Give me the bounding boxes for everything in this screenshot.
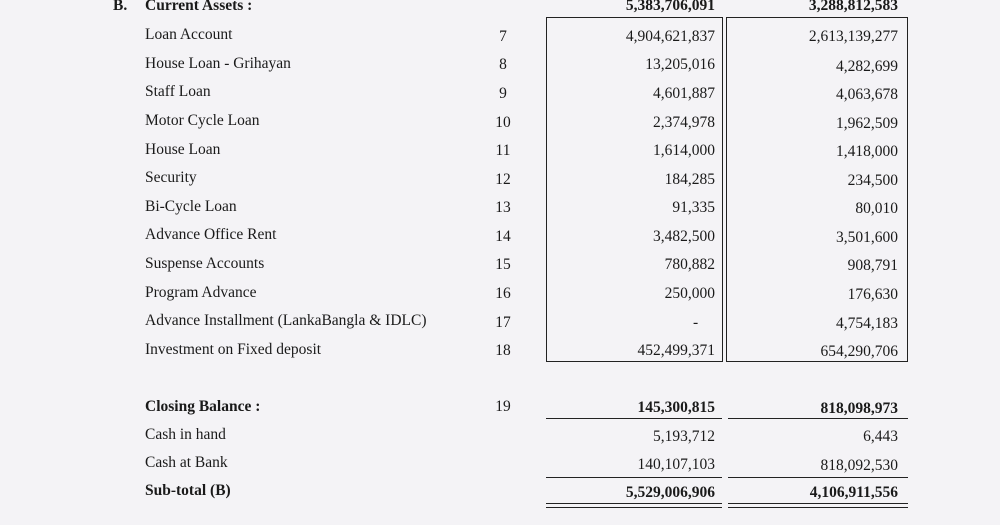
section-col2-total: 3,288,812,583 xyxy=(808,0,898,14)
item-value-1: 452,499,371 xyxy=(637,342,715,359)
item-label: Investment on Fixed deposit xyxy=(145,341,322,358)
cash-label: Cash at Bank xyxy=(145,454,228,471)
subtotal-value-2: 4,106,911,556 xyxy=(809,484,898,501)
closing-underline-1 xyxy=(546,418,722,419)
subtotal-value-1: 5,529,006,906 xyxy=(625,484,715,501)
item-value-1: 13,205,016 xyxy=(645,56,715,73)
subtotal-label: Sub-total (B) xyxy=(145,482,231,499)
item-value-2: 4,282,699 xyxy=(836,58,898,75)
item-value-2: 654,290,706 xyxy=(820,343,898,360)
item-label: House Loan - Grihayan xyxy=(145,55,291,72)
item-note: 18 xyxy=(495,342,511,359)
subtotal-double-underline-2b xyxy=(728,507,908,508)
item-value-1: 184,285 xyxy=(664,171,715,188)
item-value-1: 91,335 xyxy=(672,199,715,216)
item-value-2: 176,630 xyxy=(847,286,898,303)
item-note: 15 xyxy=(495,256,511,273)
item-note: 13 xyxy=(495,199,511,216)
cash-value-1: 5,193,712 xyxy=(653,428,715,445)
item-value-2: 3,501,600 xyxy=(836,229,898,246)
item-label: Program Advance xyxy=(145,284,257,301)
closing-balance-value-2: 818,098,973 xyxy=(820,400,898,417)
item-value-2: 2,613,139,277 xyxy=(808,28,898,45)
cash-label: Cash in hand xyxy=(145,426,226,443)
item-note: 12 xyxy=(495,171,511,188)
item-label: House Loan xyxy=(145,141,221,158)
item-value-2: 80,010 xyxy=(855,200,898,217)
item-label: Staff Loan xyxy=(145,83,211,100)
item-value-2: 4,754,183 xyxy=(836,315,898,332)
item-value-1: - xyxy=(693,314,699,331)
item-value-2: 4,063,678 xyxy=(836,86,898,103)
item-note: 10 xyxy=(495,114,511,131)
item-label: Advance Office Rent xyxy=(145,226,277,243)
item-label: Motor Cycle Loan xyxy=(145,112,260,129)
item-note: 17 xyxy=(495,314,511,331)
subtotal-double-underline-1b xyxy=(546,507,722,508)
cash-value-1: 140,107,103 xyxy=(637,456,715,473)
item-note: 9 xyxy=(499,85,507,102)
item-value-2: 1,962,509 xyxy=(836,115,898,132)
item-note: 14 xyxy=(495,228,511,245)
item-value-2: 1,418,000 xyxy=(836,143,898,160)
item-value-1: 250,000 xyxy=(664,285,715,302)
cash-value-2: 818,092,530 xyxy=(820,457,898,474)
closing-balance-value-1: 145,300,815 xyxy=(637,399,715,416)
item-note: 11 xyxy=(495,142,511,159)
section-letter: B. xyxy=(113,0,128,14)
item-value-1: 780,882 xyxy=(664,256,715,273)
item-value-2: 234,500 xyxy=(847,172,898,189)
item-note: 7 xyxy=(499,28,507,45)
item-value-1: 4,904,621,837 xyxy=(625,28,715,45)
closing-balance-label: Closing Balance : xyxy=(145,398,261,415)
subtotal-topline-1 xyxy=(546,477,722,478)
item-value-1: 4,601,887 xyxy=(653,85,715,102)
closing-underline-2 xyxy=(728,418,908,419)
item-label: Advance Installment (LankaBangla & IDLC) xyxy=(145,312,427,329)
item-label: Loan Account xyxy=(145,26,233,43)
item-value-1: 2,374,978 xyxy=(653,114,715,131)
item-value-1: 1,614,000 xyxy=(653,142,715,159)
item-note: 16 xyxy=(495,285,511,302)
item-label: Bi-Cycle Loan xyxy=(145,198,237,215)
subtotal-double-underline-2a xyxy=(728,503,908,504)
item-value-1: 3,482,500 xyxy=(653,228,715,245)
subtotal-double-underline-1a xyxy=(546,503,722,504)
closing-balance-note: 19 xyxy=(495,398,511,415)
item-label: Security xyxy=(145,169,197,186)
cash-value-2: 6,443 xyxy=(863,428,898,445)
section-title: Current Assets : xyxy=(145,0,253,14)
section-col1-total: 5,383,706,091 xyxy=(625,0,715,14)
subtotal-topline-2 xyxy=(728,477,908,478)
item-label: Suspense Accounts xyxy=(145,255,265,272)
item-value-2: 908,791 xyxy=(847,257,898,274)
item-note: 8 xyxy=(499,56,507,73)
